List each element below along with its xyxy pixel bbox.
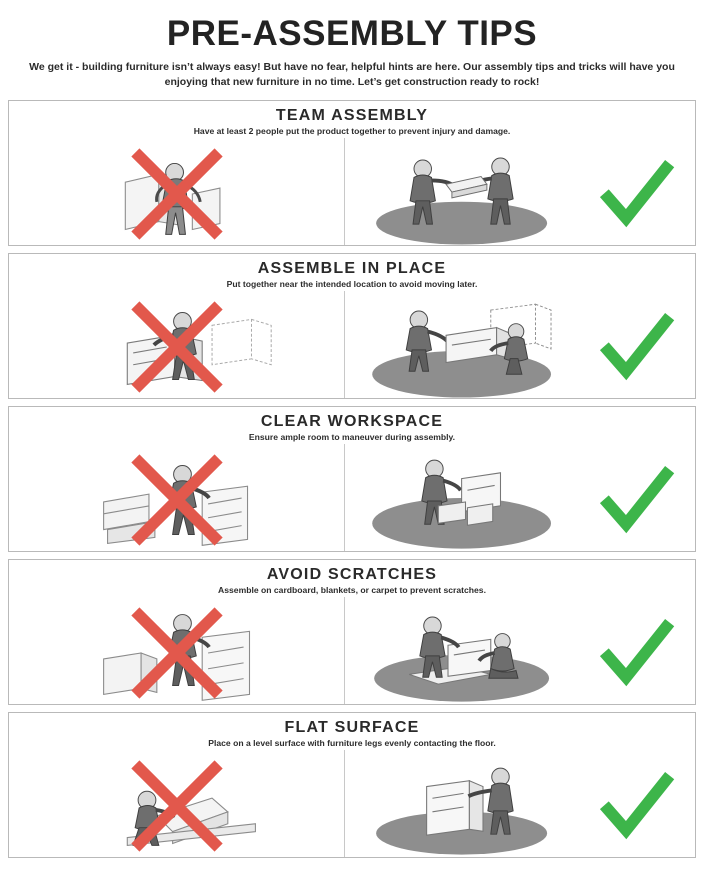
verdict-panel: [578, 291, 695, 399]
tip-panels: [9, 750, 695, 858]
tip-header: [9, 260, 695, 289]
green-check-icon: [598, 312, 676, 382]
page-title: PRE-ASSEMBLY TIPS: [166, 14, 538, 53]
tip-header: [9, 566, 695, 595]
furniture-tipping-icon: [9, 750, 344, 858]
single-person-lifting-icon: [9, 138, 344, 246]
intro-paragraph: We get it - building furniture isn’t always easy! But have no fear, helpful hints are here. Our assembly tips and tricks will have you enjoying that new furniture in no time. Let’s get construction ready to rock!: [29, 61, 675, 89]
clear-workspace-icon: [345, 444, 578, 552]
green-check-icon: [598, 159, 676, 229]
tip-section-avoid-scratches: [8, 559, 696, 705]
wrong-illustration-panel: [9, 444, 345, 552]
green-check-icon: [598, 771, 676, 841]
right-illustration-panel: [345, 444, 578, 552]
wrong-illustration-panel: [9, 138, 345, 246]
tips-list: [8, 100, 696, 858]
tip-subtitle: Have at least 2 people put the product together to prevent injury and damage.: [193, 126, 511, 137]
tip-section-team-assembly: [8, 100, 696, 246]
green-check-icon: [598, 465, 676, 535]
wrong-illustration-panel: [9, 750, 345, 858]
right-illustration-panel: [345, 597, 578, 705]
right-illustration-panel: [345, 291, 578, 399]
verdict-panel: [578, 138, 695, 246]
wrong-illustration-panel: [9, 291, 345, 399]
tip-title: CLEAR WORKSPACE: [260, 413, 444, 431]
tip-section-flat-surface: [8, 712, 696, 858]
tip-title: AVOID SCRATCHES: [266, 566, 438, 584]
tip-subtitle: Assemble on cardboard, blankets, or carpet to prevent scratches.: [218, 585, 486, 596]
green-check-icon: [598, 618, 676, 688]
level-cabinet-icon: [345, 750, 578, 858]
assembling-on-cardboard-icon: [345, 597, 578, 705]
right-illustration-panel: [345, 750, 578, 858]
right-illustration-panel: [345, 138, 578, 246]
person-dragging-cabinet-icon: [9, 291, 344, 399]
tip-header: [9, 413, 695, 442]
two-people-assembling-in-place-icon: [345, 291, 578, 399]
tip-panels: [9, 597, 695, 705]
verdict-panel: [578, 597, 695, 705]
tip-section-assemble-in-place: [8, 253, 696, 399]
cluttered-workspace-icon: [9, 444, 344, 552]
tip-title: TEAM ASSEMBLY: [275, 107, 429, 125]
tip-panels: [9, 138, 695, 246]
tip-panels: [9, 291, 695, 399]
tip-panels: [9, 444, 695, 552]
tip-title: ASSEMBLE IN PLACE: [257, 260, 447, 278]
tip-section-clear-workspace: [8, 406, 696, 552]
wrong-illustration-panel: [9, 597, 345, 705]
tip-title: FLAT SURFACE: [284, 719, 420, 737]
tip-header: [9, 719, 695, 748]
assembling-on-bare-floor-icon: [9, 597, 344, 705]
two-people-carrying-icon: [345, 138, 578, 246]
verdict-panel: [578, 750, 695, 858]
tip-subtitle: Put together near the intended location to avoid moving later.: [226, 279, 478, 290]
tip-subtitle: Place on a level surface with furniture legs evenly contacting the floor.: [208, 738, 496, 749]
verdict-panel: [578, 444, 695, 552]
tip-header: [9, 107, 695, 136]
tip-subtitle: Ensure ample room to maneuver during assembly.: [248, 432, 456, 443]
